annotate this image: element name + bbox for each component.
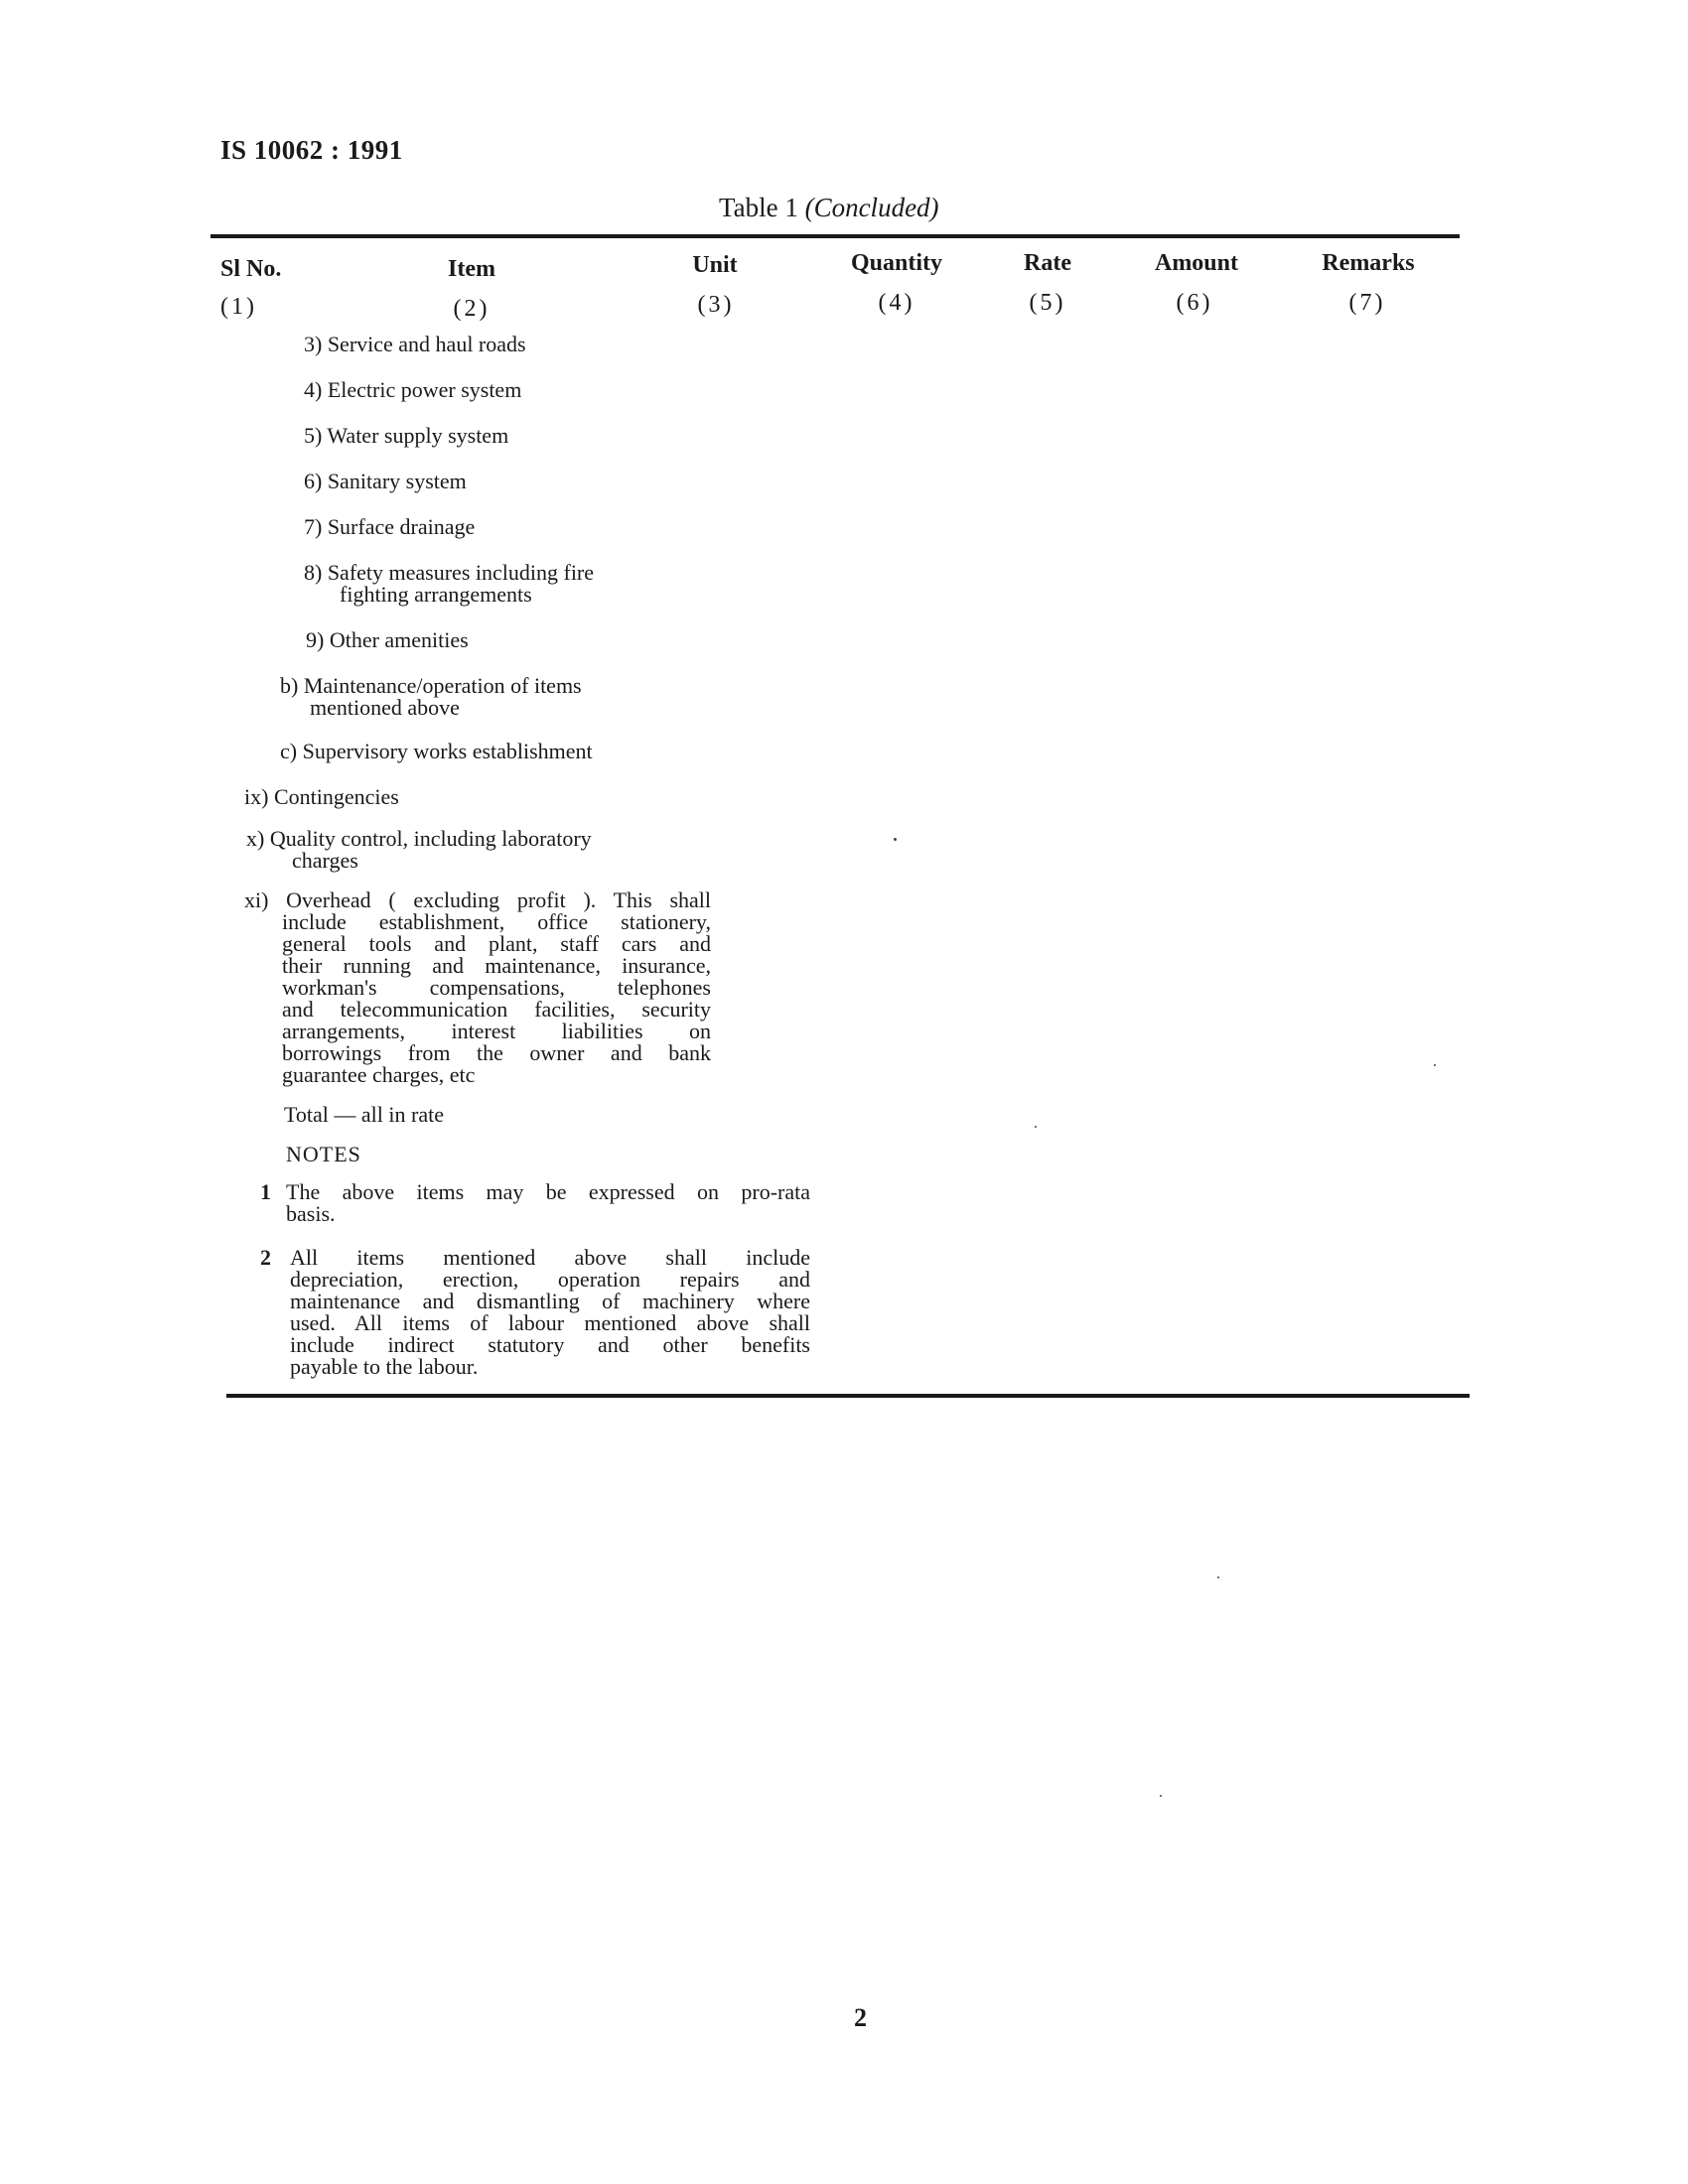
item-maintenance-operation-line1: b) Maintenance/operation of items <box>280 673 582 698</box>
column-number-6: (6) <box>1176 290 1213 316</box>
note-2-number: 2 <box>260 1245 271 1270</box>
note-2-line: include indirect statutory and other benefits <box>290 1332 810 1357</box>
overhead-line: and telecommunication facilities, security <box>282 997 711 1022</box>
column-header-rate: Rate <box>1024 250 1071 276</box>
overhead-line: their running and maintenance, insurance, <box>282 953 711 978</box>
note-2 <box>260 1247 816 1386</box>
column-number-1: (1) <box>220 294 257 320</box>
note-1-line: basis. <box>286 1201 336 1226</box>
item-safety-measures-line2: fighting arrangements <box>340 582 532 607</box>
table-title-suffix: (Concluded) <box>804 193 939 222</box>
item-service-haul-roads: 3) Service and haul roads <box>304 332 526 356</box>
item-safety-measures <box>304 562 594 606</box>
scan-speck <box>894 838 897 841</box>
item-supervisory-works: c) Supervisory works establishment <box>280 739 593 763</box>
scan-speck <box>1160 1795 1162 1797</box>
note-2-line: payable to the labour. <box>290 1354 479 1379</box>
column-header-quantity: Quantity <box>850 250 942 276</box>
item-contingencies: ix) Contingencies <box>244 784 399 809</box>
note-1 <box>260 1181 816 1231</box>
note-2-line: maintenance and dismantling of machinery where <box>290 1289 810 1313</box>
column-number-7: (7) <box>1348 290 1386 316</box>
table-title-main: Table 1 <box>719 193 798 222</box>
note-1-number: 1 <box>260 1179 271 1204</box>
item-safety-measures-line1: 8) Safety measures including fire <box>304 560 595 585</box>
column-header-amount: Amount <box>1154 250 1238 276</box>
notes-title: NOTES <box>286 1142 361 1166</box>
item-water-supply-system: 5) Water supply system <box>304 423 509 448</box>
item-quality-control-line1: x) Quality control, including laboratory <box>246 826 592 851</box>
column-header-sl-no: Sl No. <box>220 256 282 282</box>
overhead-line: include establishment, office stationery, <box>282 909 711 934</box>
item-surface-drainage: 7) Surface drainage <box>304 514 476 539</box>
column-header-unit: Unit <box>692 252 738 278</box>
column-number-5: (5) <box>1029 290 1066 316</box>
item-sanitary-system: 6) Sanitary system <box>304 469 467 493</box>
overhead-line: xi) Overhead ( excluding profit ). This shall <box>244 887 711 912</box>
item-electric-power-system: 4) Electric power system <box>304 377 522 402</box>
note-2-line: All items mentioned above shall include <box>290 1245 810 1270</box>
note-2-line: used. All items of labour mentioned above shall <box>290 1310 810 1335</box>
column-number-4: (4) <box>878 290 915 316</box>
column-number-2: (2) <box>453 296 491 322</box>
overhead-line: workman's compensations, telephones <box>282 975 711 1000</box>
total-all-in-rate: Total — all in rate <box>284 1102 444 1127</box>
item-overhead <box>244 889 711 1086</box>
item-quality-control-line2: charges <box>292 848 358 873</box>
table-bottom-rule <box>226 1394 1470 1398</box>
column-number-3: (3) <box>697 292 735 318</box>
item-maintenance-operation <box>280 675 582 719</box>
note-1-line: The above items may be expressed on pro-rata <box>286 1179 810 1204</box>
overhead-line: guarantee charges, etc <box>282 1062 476 1087</box>
note-2-line: depreciation, erection, operation repairs and <box>290 1267 810 1292</box>
scan-speck <box>1035 1126 1037 1128</box>
scan-speck <box>1434 1064 1436 1066</box>
overhead-line: borrowings from the owner and bank <box>282 1040 711 1065</box>
column-header-item: Item <box>448 256 495 282</box>
table-top-rule <box>211 234 1460 238</box>
item-maintenance-operation-line2: mentioned above <box>310 695 460 720</box>
item-other-amenities: 9) Other amenities <box>306 627 469 652</box>
standard-code: IS 10062 : 1991 <box>220 135 403 165</box>
item-quality-control <box>246 828 592 872</box>
scan-speck <box>1217 1576 1219 1578</box>
table-title <box>719 193 939 223</box>
column-header-remarks: Remarks <box>1322 250 1415 276</box>
overhead-line: arrangements, interest liabilities on <box>282 1019 711 1043</box>
page-number: 2 <box>854 2003 867 2032</box>
overhead-line: general tools and plant, staff cars and <box>282 931 711 956</box>
